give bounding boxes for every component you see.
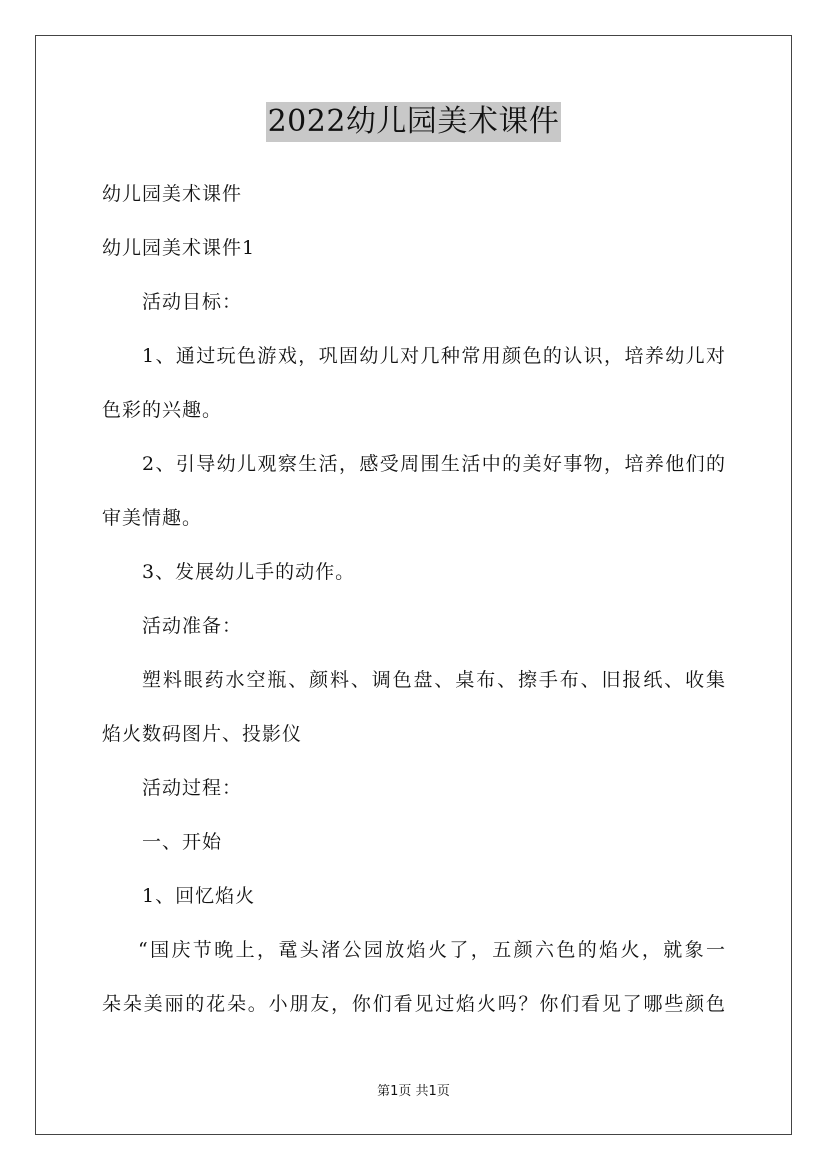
section-heading: 活动准备：	[142, 615, 243, 637]
paragraph-line: 2、引导幼儿观察生活，感受周围生活中的美好事物，培养他们的	[142, 453, 726, 475]
paragraph-line: 焰火数码图片、投影仪	[102, 723, 303, 745]
paragraph-line: 色彩的兴趣。	[102, 399, 223, 421]
paragraph-line: 1、通过玩色游戏，巩固幼儿对几种常用颜色的认识，培养幼儿对	[142, 345, 726, 367]
paragraph-line: 3、发展幼儿手的动作。	[142, 561, 356, 583]
document-title: 2022幼儿园美术课件	[266, 102, 562, 142]
paragraph-line: 一、开始	[142, 831, 223, 853]
paragraph-line: 朵朵美丽的花朵。小朋友，你们看见过焰火吗？你们看见了哪些颜色	[102, 993, 726, 1015]
paragraph-line: 审美情趣。	[102, 507, 203, 529]
paragraph-line: 1、回忆焰火	[142, 885, 256, 907]
paragraph-line: “国庆节晚上，鼋头渚公园放焰火了，五颜六色的焰火，就象一	[138, 939, 726, 961]
paragraph-line: 塑料眼药水空瓶、颜料、调色盘、桌布、擦手布、旧报纸、收集	[142, 669, 726, 691]
subheading-line: 幼儿园美术课件1	[102, 237, 256, 259]
heading-line: 幼儿园美术课件	[102, 183, 243, 205]
section-heading: 活动目标：	[142, 291, 243, 313]
document-title-wrapper	[0, 102, 827, 142]
section-heading: 活动过程：	[142, 777, 243, 799]
page-footer: 第1页 共1页	[377, 1084, 450, 1099]
